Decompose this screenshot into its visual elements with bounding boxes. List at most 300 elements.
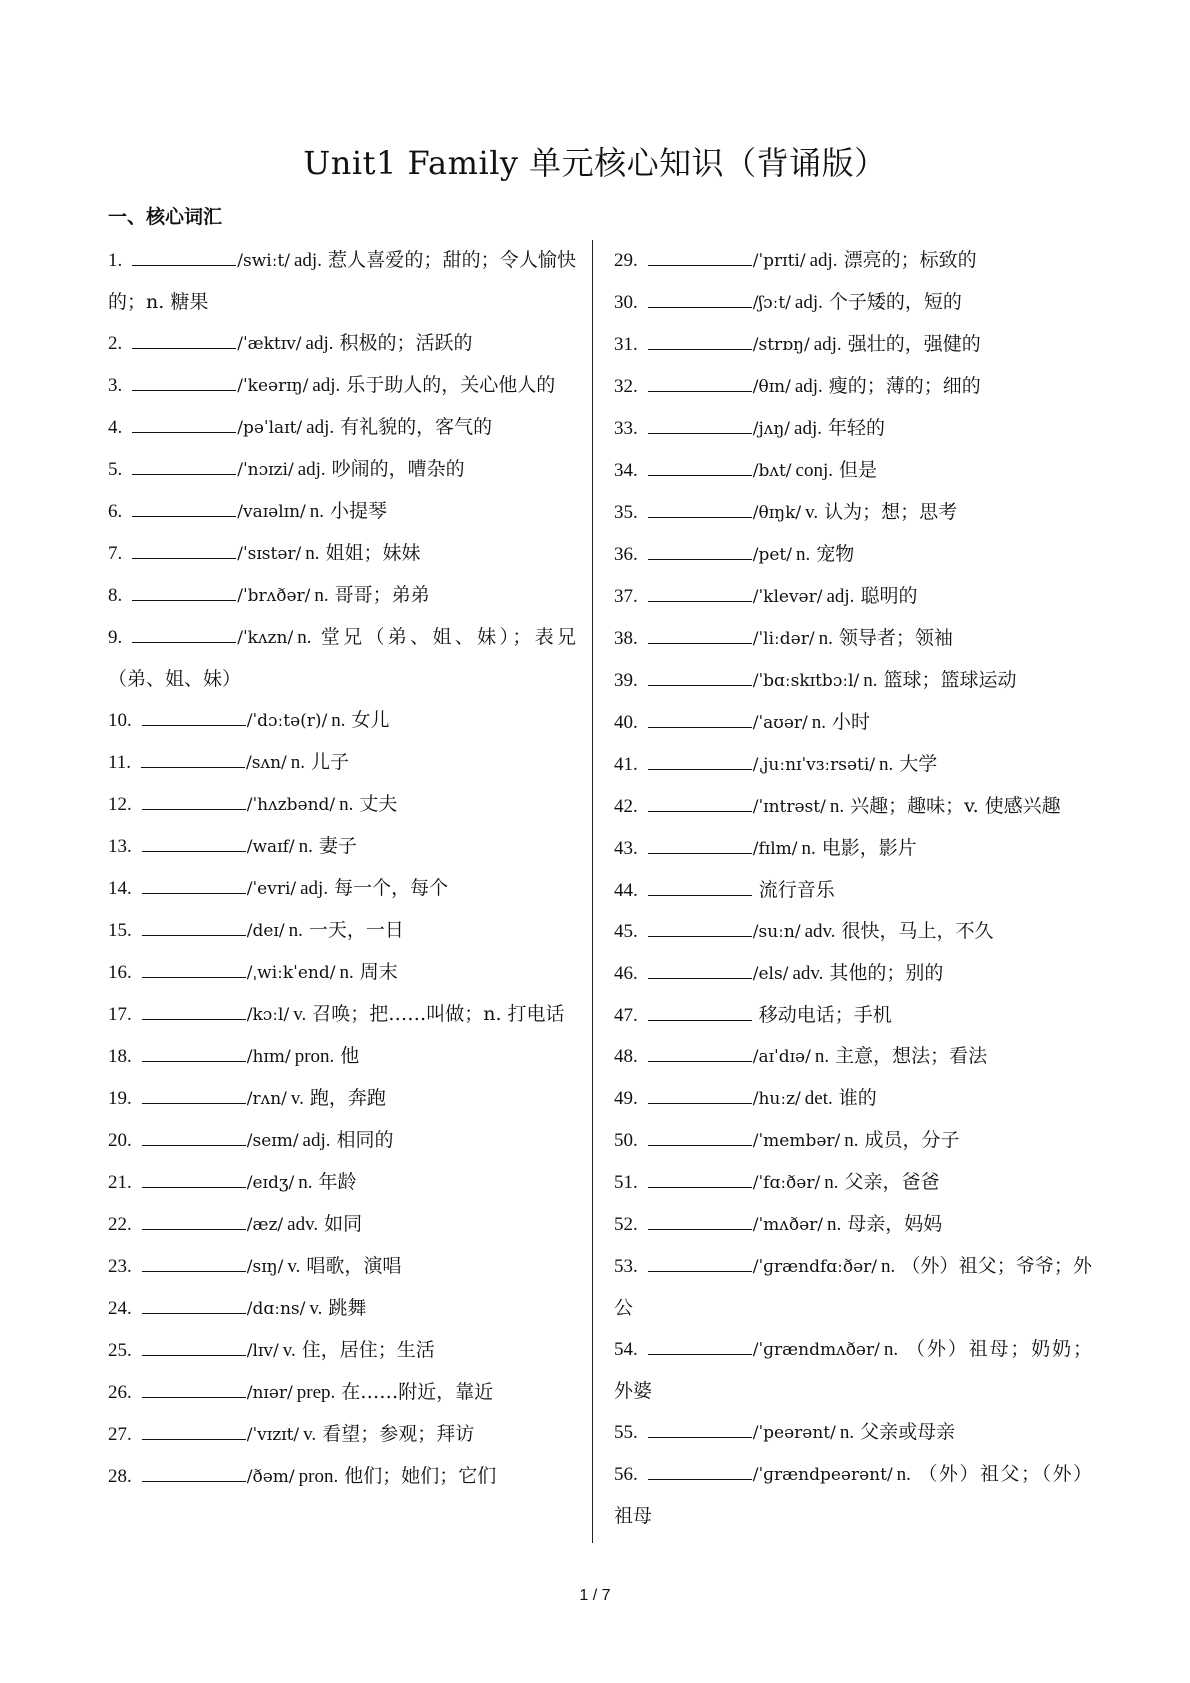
- answer-blank: [141, 749, 245, 768]
- answer-blank: [648, 751, 752, 770]
- vocab-meaning: 一天，一日: [308, 919, 404, 941]
- vocab-number: 41.: [614, 754, 638, 775]
- vocab-phonetic: /hɪm/: [246, 1047, 291, 1067]
- vocab-number: 39.: [614, 670, 638, 691]
- vocab-item: [108, 365, 576, 407]
- vocab-phonetic: /ˈdɔːtə(r)/: [246, 711, 328, 731]
- vocab-number: 1.: [108, 250, 123, 271]
- vocab-item: [614, 1162, 1092, 1204]
- vocab-phonetic: /rʌn/: [246, 1089, 287, 1109]
- vocab-item: [108, 491, 576, 533]
- vocab-item: [614, 492, 1092, 534]
- vocab-number: 23.: [108, 1256, 132, 1277]
- vocab-phonetic: /dɑːns/: [246, 1299, 306, 1319]
- vocab-meaning: 兴趣；趣味；v. 使感兴趣: [850, 795, 1061, 817]
- vocab-phonetic: /sʌn/: [246, 753, 287, 773]
- vocab-item: [108, 1372, 576, 1414]
- vocab-pos: adj.: [794, 418, 822, 439]
- vocab-meaning: 个子矮的，短的: [828, 291, 962, 313]
- vocab-pos: n.: [839, 1422, 855, 1443]
- vocab-item: [614, 870, 1092, 911]
- vocab-pos: n.: [795, 544, 811, 565]
- vocab-item: [614, 744, 1092, 786]
- vocab-phonetic: /ˈkʌzn/: [237, 628, 294, 648]
- vocab-item: [614, 1246, 1092, 1329]
- vocab-number: 25.: [108, 1340, 132, 1361]
- vocab-number: 42.: [614, 796, 638, 817]
- answer-blank: [648, 835, 752, 854]
- vocab-meaning: 跑，奔跑: [309, 1087, 386, 1109]
- vocab-pos: n.: [829, 796, 845, 817]
- vocab-phonetic: /strɒŋ/: [752, 335, 810, 355]
- vocab-item: [614, 534, 1092, 576]
- answer-blank: [648, 709, 752, 728]
- vocab-pos: v.: [287, 1256, 301, 1277]
- vocab-item: [108, 1078, 576, 1120]
- vocab-item: [614, 702, 1092, 744]
- vocab-item: [614, 828, 1092, 870]
- vocab-item: [108, 1414, 576, 1456]
- vocab-meaning: 召唤；把……叫做；n. 打电话: [312, 1003, 565, 1025]
- vocab-number: 29.: [614, 250, 638, 271]
- vocab-phonetic: /kɔːl/: [246, 1005, 290, 1025]
- answer-blank: [132, 247, 236, 266]
- vocab-pos: pron.: [294, 1046, 335, 1067]
- vocab-item: [108, 449, 576, 491]
- vocab-number: 27.: [108, 1424, 132, 1445]
- vocab-meaning: 周末: [359, 961, 398, 983]
- vocab-column-right: [614, 240, 1092, 1537]
- vocab-item: [614, 995, 1092, 1036]
- answer-blank: [648, 373, 752, 392]
- answer-blank: [132, 540, 236, 559]
- vocab-item: [108, 533, 576, 575]
- answer-blank: [648, 1211, 752, 1230]
- vocab-pos: n.: [298, 1172, 313, 1193]
- vocab-meaning: 父亲，爸爸: [844, 1171, 940, 1193]
- vocab-meaning: 成员，分子: [864, 1129, 960, 1151]
- vocab-item: [614, 618, 1092, 660]
- vocab-phonetic: /ˈaʊər/: [752, 713, 808, 733]
- vocab-item: [614, 786, 1092, 828]
- vocab-number: 26.: [108, 1382, 132, 1403]
- answer-blank: [648, 499, 752, 518]
- vocab-meaning: 很快，马上，不久: [841, 920, 994, 942]
- answer-blank: [648, 247, 752, 266]
- vocab-number: 35.: [614, 502, 638, 523]
- vocab-number: 50.: [614, 1130, 638, 1151]
- vocab-pos: n.: [297, 627, 312, 648]
- vocab-item: [614, 1412, 1092, 1454]
- vocab-phonetic: /ˈbrʌðər/: [237, 586, 311, 606]
- vocab-meaning: （外）祖父；（外）祖母: [614, 1463, 1092, 1527]
- vocab-pos: n.: [290, 752, 306, 773]
- vocab-phonetic: /seɪm/: [246, 1131, 299, 1151]
- answer-blank: [142, 791, 246, 810]
- vocab-meaning: 瘦的；薄的；细的: [828, 375, 981, 397]
- vocab-number: 4.: [108, 417, 123, 438]
- answer-blank: [648, 331, 752, 350]
- vocab-phonetic: /nɪər/: [246, 1383, 293, 1403]
- vocab-number: 21.: [108, 1172, 132, 1193]
- answer-blank: [648, 457, 752, 476]
- vocab-item: [108, 784, 576, 826]
- vocab-meaning: 乐于助人的，关心他人的: [346, 374, 556, 396]
- vocab-meaning: 积极的；活跃的: [339, 332, 473, 354]
- vocab-pos: adj.: [813, 334, 842, 355]
- vocab-phonetic: /sɪŋ/: [246, 1257, 284, 1277]
- vocab-pos: adv.: [804, 921, 836, 942]
- vocab-meaning: 篮球；篮球运动: [883, 669, 1017, 691]
- answer-blank: [648, 541, 752, 560]
- vocab-phonetic: /ˈbɑːskɪtbɔːl/: [752, 671, 860, 691]
- vocab-pos: n.: [844, 1130, 859, 1151]
- vocab-pos: adv.: [792, 963, 824, 984]
- vocab-pos: prep.: [296, 1382, 336, 1403]
- vocab-meaning: 年龄: [318, 1171, 357, 1193]
- vocab-number: 16.: [108, 962, 132, 983]
- vocab-phonetic: /lɪv/: [246, 1341, 279, 1361]
- vocab-pos: n.: [288, 920, 303, 941]
- answer-blank: [142, 1295, 246, 1314]
- vocab-phonetic: /aɪˈdɪə/: [752, 1047, 811, 1067]
- answer-blank: [648, 1419, 752, 1438]
- vocab-phonetic: /ˈæktɪv/: [237, 334, 302, 354]
- document-title: Unit1 Family 单元核心知识（背诵版）: [303, 144, 887, 182]
- vocab-phonetic: /waɪf/: [246, 837, 295, 857]
- vocab-item: [108, 1036, 576, 1078]
- vocab-meaning: 移动电话；手机: [758, 1004, 892, 1026]
- answer-blank: [132, 372, 236, 391]
- vocab-phonetic: /ˈmʌðər/: [752, 1215, 824, 1235]
- vocab-meaning: 大学: [899, 753, 938, 775]
- vocab-pos: n.: [827, 1214, 842, 1235]
- vocab-number: 8.: [108, 585, 123, 606]
- vocab-phonetic: /ˈɡrændmʌðər/: [752, 1340, 880, 1360]
- vocab-phonetic: /deɪ/: [246, 921, 285, 941]
- answer-blank: [648, 793, 752, 812]
- vocab-number: 33.: [614, 418, 638, 439]
- vocab-item: [614, 324, 1092, 366]
- vocab-meaning: 儿子: [311, 751, 350, 773]
- vocab-item: [108, 826, 576, 868]
- answer-blank: [648, 415, 752, 434]
- vocab-item: [108, 617, 576, 700]
- vocab-number: 22.: [108, 1214, 132, 1235]
- vocab-meaning: 相同的: [336, 1129, 394, 1151]
- vocab-phonetic: /ˈvɪzɪt/: [246, 1425, 300, 1445]
- answer-blank: [648, 1002, 752, 1021]
- vocab-item: [108, 910, 576, 952]
- vocab-number: 28.: [108, 1466, 132, 1487]
- vocab-item: [614, 1078, 1092, 1120]
- vocab-phonetic: /pet/: [752, 545, 792, 565]
- vocab-meaning: （外）祖父；爷爷；外公: [614, 1255, 1092, 1319]
- vocab-phonetic: /ˈsɪstər/: [237, 544, 302, 564]
- vocab-number: 40.: [614, 712, 638, 733]
- vocab-pos: adj.: [293, 250, 322, 271]
- vocab-pos: n.: [309, 501, 325, 522]
- vocab-item: [108, 868, 576, 910]
- vocab-pos: adj.: [297, 459, 326, 480]
- vocab-phonetic: /ˈfɑːðər/: [752, 1173, 821, 1193]
- vocab-phonetic: /ˈklevər/: [752, 587, 823, 607]
- answer-blank: [142, 1253, 246, 1272]
- vocab-number: 36.: [614, 544, 638, 565]
- vocab-number: 10.: [108, 710, 132, 731]
- vocab-item: [614, 408, 1092, 450]
- vocab-meaning: 主意，想法；看法: [835, 1045, 988, 1067]
- vocab-number: 18.: [108, 1046, 132, 1067]
- answer-blank: [142, 1463, 246, 1482]
- vocab-meaning: 强壮的，强健的: [847, 333, 981, 355]
- vocab-column-left: [108, 240, 576, 1498]
- vocab-phonetic: /ʃɔːt/: [752, 293, 791, 313]
- vocab-number: 37.: [614, 586, 638, 607]
- answer-blank: [648, 1461, 752, 1480]
- vocab-meaning: 小提琴: [330, 500, 388, 522]
- vocab-phonetic: /θɪŋk/: [752, 503, 802, 523]
- vocab-phonetic: /bʌt/: [752, 461, 792, 481]
- answer-blank: [132, 330, 236, 349]
- vocab-meaning: 母亲，妈妈: [847, 1213, 943, 1235]
- vocab-pos: n.: [896, 1464, 911, 1485]
- vocab-meaning: 妻子: [318, 835, 357, 857]
- vocab-number: 55.: [614, 1422, 638, 1443]
- answer-blank: [142, 875, 246, 894]
- vocab-pos: v.: [290, 1088, 304, 1109]
- vocab-meaning: 姐姐；妹妹: [325, 542, 421, 564]
- answer-blank: [648, 1253, 752, 1272]
- vocab-pos: n.: [818, 628, 833, 649]
- vocab-number: 48.: [614, 1046, 638, 1067]
- vocab-meaning: 漂亮的；标致的: [843, 249, 977, 271]
- vocab-item: [614, 1120, 1092, 1162]
- answer-blank: [142, 1211, 246, 1230]
- vocab-pos: adj.: [794, 376, 823, 397]
- vocab-meaning: 他们；她们；它们: [344, 1465, 497, 1487]
- vocab-meaning: 在……附近，靠近: [341, 1381, 494, 1403]
- vocab-phonetic: /jʌŋ/: [752, 419, 791, 439]
- vocab-number: 54.: [614, 1339, 638, 1360]
- answer-blank: [648, 1127, 752, 1146]
- vocab-phonetic: /vaɪəlɪn/: [237, 502, 306, 522]
- vocab-number: 43.: [614, 838, 638, 859]
- answer-blank: [142, 917, 246, 936]
- vocab-pos: adj.: [302, 1130, 331, 1151]
- vocab-pos: conj.: [795, 460, 833, 481]
- vocab-pos: adj.: [300, 878, 329, 899]
- vocab-meaning: 哥哥；弟弟: [334, 584, 430, 606]
- vocab-meaning: 其他的；别的: [829, 962, 944, 984]
- vocab-meaning: 流行音乐: [758, 879, 835, 901]
- vocab-pos: det.: [804, 1088, 833, 1109]
- answer-blank: [142, 1337, 246, 1356]
- vocab-item: [614, 953, 1092, 995]
- vocab-phonetic: /ˈɡrændfɑːðər/: [752, 1257, 878, 1277]
- vocab-pos: adj.: [809, 250, 838, 271]
- answer-blank: [648, 877, 752, 896]
- answer-blank: [648, 960, 752, 979]
- vocab-number: 51.: [614, 1172, 638, 1193]
- vocab-meaning: 宠物: [816, 543, 855, 565]
- vocab-number: 38.: [614, 628, 638, 649]
- vocab-meaning: 父亲或母亲: [860, 1421, 956, 1443]
- answer-blank: [142, 1421, 246, 1440]
- answer-blank: [648, 667, 752, 686]
- vocab-item: [108, 700, 576, 742]
- vocab-phonetic: /æz/: [246, 1215, 284, 1235]
- vocab-pos: v.: [309, 1298, 323, 1319]
- vocab-pos: v.: [282, 1340, 296, 1361]
- vocab-pos: v.: [805, 502, 819, 523]
- vocab-number: 34.: [614, 460, 638, 481]
- vocab-item: [108, 742, 576, 784]
- answer-blank: [648, 625, 752, 644]
- vocab-pos: n.: [863, 670, 878, 691]
- vocab-phonetic: /ˈliːdər/: [752, 629, 815, 649]
- vocab-number: 47.: [614, 1005, 638, 1026]
- vocab-number: 56.: [614, 1464, 638, 1485]
- vocab-meaning: 有礼貌的，客气的: [340, 416, 493, 438]
- vocab-meaning: 堂兄（弟、姐、妹）；表兄（弟、姐、妹）: [108, 626, 576, 690]
- vocab-phonetic: /ˈpeərənt/: [752, 1423, 836, 1443]
- vocab-pos: n.: [305, 543, 320, 564]
- answer-blank: [132, 498, 236, 517]
- vocab-pos: adv.: [287, 1214, 319, 1235]
- vocab-meaning: 领导者；领袖: [838, 627, 953, 649]
- vocab-list-right: [614, 240, 1092, 1537]
- answer-blank: [648, 289, 752, 308]
- vocab-item: [108, 575, 576, 617]
- vocab-phonetic: /ˌwiːkˈend/: [246, 963, 336, 983]
- answer-blank: [142, 959, 246, 978]
- vocab-meaning: 他: [340, 1045, 360, 1067]
- vocab-pos: adj.: [794, 292, 823, 313]
- vocab-meaning: 每一个，每个: [334, 877, 449, 899]
- vocab-list-left: [108, 240, 576, 1498]
- vocab-item: [614, 282, 1092, 324]
- vocab-pos: n.: [814, 1046, 830, 1067]
- vocab-meaning: 年轻的: [828, 417, 886, 439]
- vocab-item: [614, 660, 1092, 702]
- vocab-pos: v.: [293, 1004, 307, 1025]
- vocab-number: 15.: [108, 920, 132, 941]
- vocab-phonetic: /ˈmembər/: [752, 1131, 841, 1151]
- vocab-number: 30.: [614, 292, 638, 313]
- vocab-item: [108, 1162, 576, 1204]
- vocab-item: [614, 576, 1092, 618]
- answer-blank: [648, 1169, 752, 1188]
- vocab-item: [614, 450, 1092, 492]
- vocab-number: 49.: [614, 1088, 638, 1109]
- vocab-number: 3.: [108, 375, 123, 396]
- vocab-meaning: 电影，影片: [821, 837, 917, 859]
- vocab-phonetic: /ðəm/: [246, 1467, 295, 1487]
- vocab-item: [108, 1204, 576, 1246]
- vocab-number: 14.: [108, 878, 132, 899]
- vocab-item: [108, 240, 576, 323]
- vocab-phonetic: /fɪlm/: [752, 839, 798, 859]
- vocab-item: [108, 1330, 576, 1372]
- vocab-item: [108, 323, 576, 365]
- answer-blank: [132, 414, 236, 433]
- section-heading: 一、核心词汇: [108, 206, 223, 228]
- vocab-number: 24.: [108, 1298, 132, 1319]
- answer-blank: [648, 1085, 752, 1104]
- vocab-number: 52.: [614, 1214, 638, 1235]
- vocab-meaning: 但是: [839, 459, 878, 481]
- vocab-meaning: 惹人喜爱的；甜的；令人愉快的；n. 糖果: [108, 249, 576, 313]
- vocab-phonetic: /ˈkeərɪŋ/: [237, 376, 309, 396]
- vocab-number: 9.: [108, 627, 123, 648]
- vocab-phonetic: /ˈhʌzbənd/: [246, 795, 336, 815]
- vocab-meaning: 唱歌，演唱: [306, 1255, 402, 1277]
- vocab-item: [108, 994, 576, 1036]
- vocab-pos: n.: [314, 585, 329, 606]
- vocab-phonetic: /suːn/: [752, 922, 801, 942]
- answer-blank: [648, 918, 752, 937]
- vocab-number: 6.: [108, 501, 123, 522]
- vocab-pos: n.: [801, 838, 816, 859]
- vocab-phonetic: /huːz/: [752, 1089, 801, 1109]
- vocab-pos: n.: [298, 836, 313, 857]
- vocab-pos: adj.: [312, 375, 341, 396]
- vocab-number: 19.: [108, 1088, 132, 1109]
- vocab-pos: n.: [881, 1256, 896, 1277]
- answer-blank: [142, 707, 246, 726]
- vocab-pos: n.: [811, 712, 826, 733]
- vocab-phonetic: /ˌjuːnɪˈvɜːrsəti/: [752, 755, 876, 775]
- vocab-phonetic: /θɪn/: [752, 377, 791, 397]
- vocab-pos: adj.: [826, 586, 855, 607]
- vocab-item: [108, 1456, 576, 1498]
- answer-blank: [132, 582, 236, 601]
- answer-blank: [142, 1379, 246, 1398]
- vocab-item: [614, 1454, 1092, 1537]
- vocab-meaning: 聪明的: [860, 585, 918, 607]
- vocab-item: [614, 240, 1092, 282]
- vocab-item: [614, 1036, 1092, 1078]
- vocab-meaning: 认为；想；思考: [824, 501, 958, 523]
- vocab-phonetic: /ˈnɔɪzi/: [237, 460, 294, 480]
- vocab-pos: adj.: [305, 333, 334, 354]
- vocab-item: [614, 1204, 1092, 1246]
- vocab-meaning: 吵闹的，嘈杂的: [331, 458, 465, 480]
- vocab-meaning: （外）祖母；奶奶；外婆: [614, 1338, 1092, 1402]
- answer-blank: [142, 1169, 246, 1188]
- vocab-item: [108, 952, 576, 994]
- vocab-item: [108, 1288, 576, 1330]
- answer-blank: [648, 1043, 752, 1062]
- vocab-pos: n.: [339, 794, 354, 815]
- vocab-pos: adj.: [306, 417, 335, 438]
- vocab-pos: pron.: [298, 1466, 339, 1487]
- vocab-number: 17.: [108, 1004, 132, 1025]
- vocab-phonetic: /pəˈlaɪt/: [237, 418, 303, 438]
- vocab-pos: n.: [883, 1339, 899, 1360]
- vocab-meaning: 谁的: [838, 1087, 877, 1109]
- answer-blank: [142, 1043, 246, 1062]
- vocab-phonetic: /swiːt/: [237, 251, 290, 271]
- answer-blank: [142, 1001, 246, 1020]
- vocab-number: 46.: [614, 963, 638, 984]
- vocab-number: 7.: [108, 543, 123, 564]
- vocab-meaning: 跳舞: [328, 1297, 367, 1319]
- vocab-phonetic: /ˈɡrændpeərənt/: [752, 1465, 893, 1485]
- answer-blank: [132, 624, 236, 643]
- answer-blank: [132, 456, 236, 475]
